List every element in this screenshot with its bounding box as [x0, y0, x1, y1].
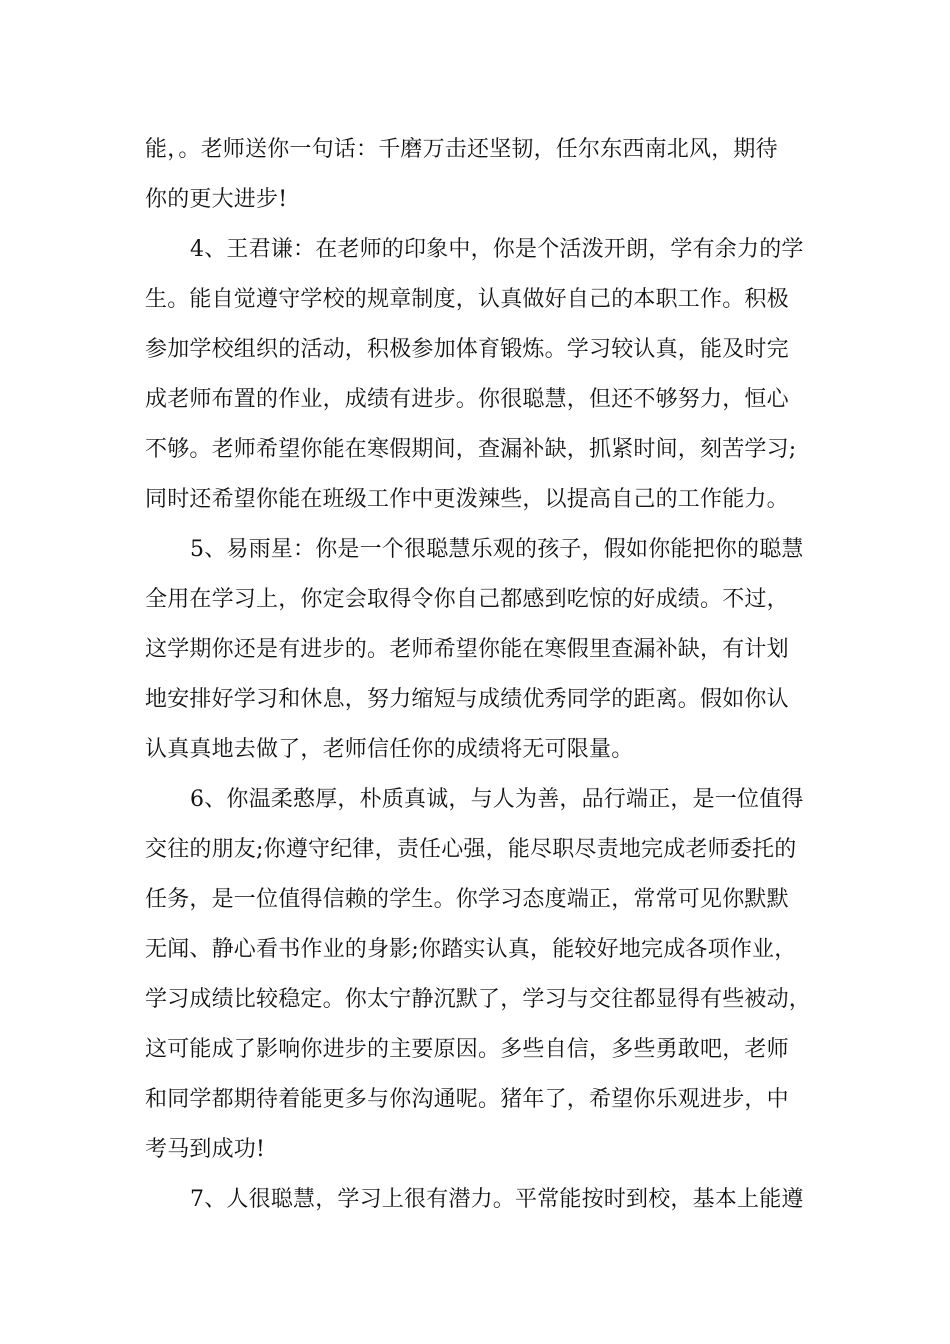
text-line: 任务，是一位值得信赖的学生。你学习态度端正，常常可见你默默: [145, 887, 789, 912]
text-line: 这学期你还是有进步的。老师希望你能在寒假里查漏补缺，有计划: [145, 637, 789, 662]
text-line: 不够。老师希望你能在寒假期间，查漏补缺，抓紧时间，刻苦学习;: [145, 437, 797, 462]
text-line: 无闻、静心看书作业的身影;你踏实认真，能较好地完成各项作业，: [145, 937, 797, 962]
text-line: 认真真地去做了，老师信任你的成绩将无可限量。: [145, 737, 634, 762]
text-line: 你的更大进步!: [145, 187, 288, 212]
text-line: 生。能自觉遵守学校的规章制度，认真做好自己的本职工作。积极: [145, 287, 789, 312]
paragraph-start-line: 7、人很聪慧，学习上很有潜力。平常能按时到校，基本上能遵: [190, 1187, 804, 1212]
text-line: 和同学都期待着能更多与你沟通呢。猪年了，希望你乐观进步，中: [145, 1087, 789, 1112]
text-line: 成老师布置的作业，成绩有进步。你很聪慧，但还不够努力，恒心: [145, 387, 789, 412]
text-line: 能，。老师送你一句话：千磨万击还坚韧，任尔东西南北风，期待: [145, 137, 778, 162]
text-line: 学习成绩比较稳定。你太宁静沉默了，学习与交往都显得有些被动，: [145, 987, 812, 1012]
paragraph-start-line: 4、王君谦：在老师的印象中，你是个活泼开朗，学有余力的学: [190, 237, 804, 262]
text-line: 这可能成了影响你进步的主要原因。多些自信，多些勇敢吧，老师: [145, 1037, 789, 1062]
paragraph-start-line: 5、易雨星：你是一个很聪慧乐观的孩子，假如你能把你的聪慧: [190, 537, 804, 562]
paragraph-start-line: 6、你温柔憨厚，朴质真诚，与人为善，品行端正，是一位值得: [190, 787, 804, 812]
text-line: 地安排好学习和休息，努力缩短与成绩优秀同学的距离。假如你认: [145, 687, 789, 712]
text-line: 考马到成功!: [145, 1137, 266, 1162]
text-line: 全用在学习上，你定会取得令你自己都感到吃惊的好成绩。不过，: [145, 587, 789, 612]
text-line: 参加学校组织的活动，积极参加体育锻炼。学习较认真，能及时完: [145, 337, 789, 362]
text-line: 同时还希望你能在班级工作中更泼辣些，以提高自己的工作能力。: [145, 487, 789, 512]
text-line: 交往的朋友;你遵守纪律，责任心强，能尽职尽责地完成老师委托的: [145, 837, 797, 862]
